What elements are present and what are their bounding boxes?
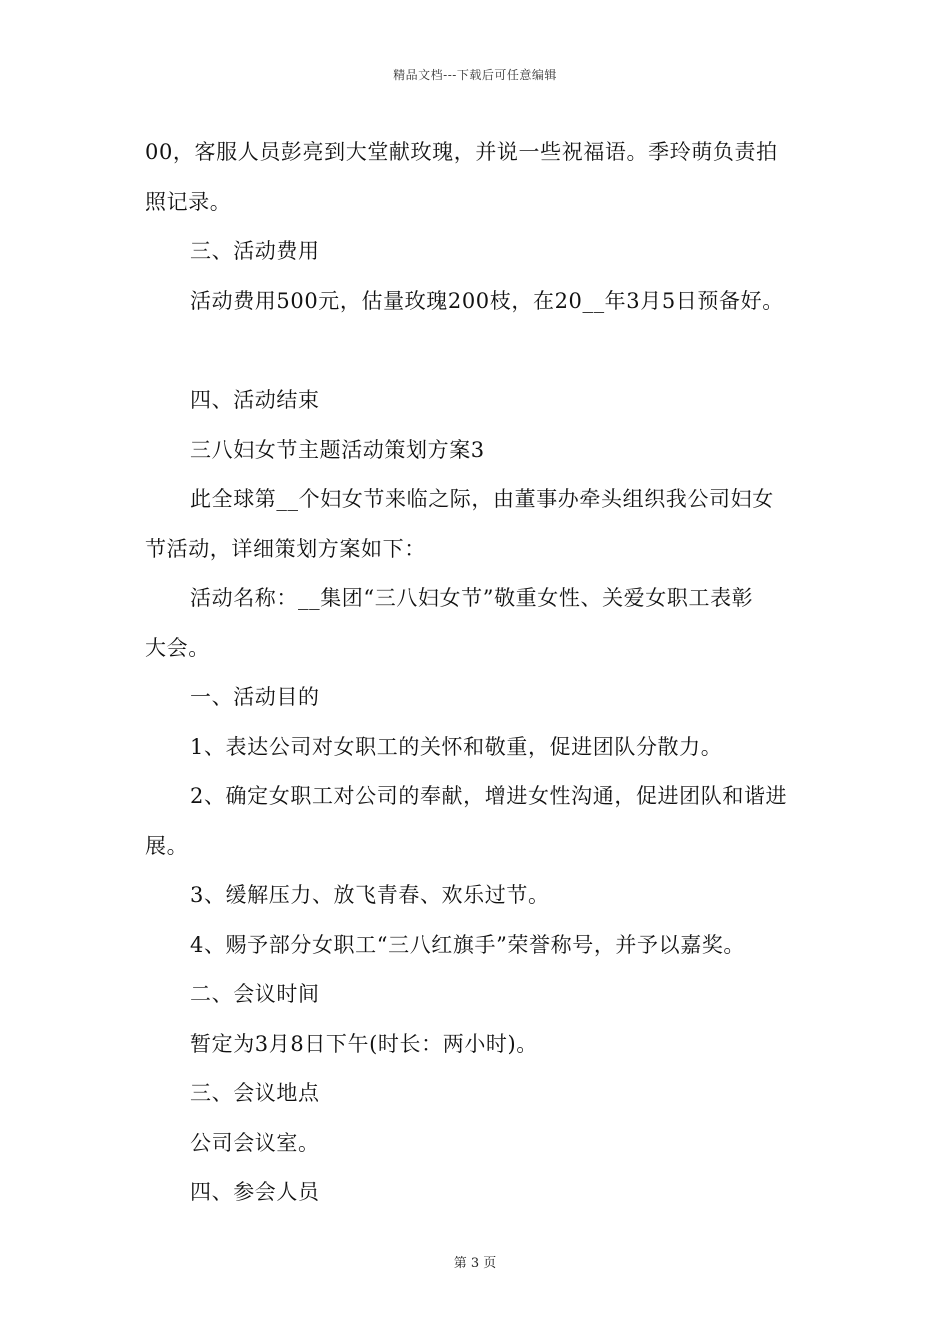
paragraph-gap <box>145 326 810 376</box>
section-heading: 三、会议地点 <box>190 1081 320 1105</box>
body-line: 00，客服人员彭亮到大堂献玫瑰，并说一些祝福语。季玲萌负责拍 <box>145 140 778 164</box>
section-heading: 二、会议时间 <box>190 982 320 1006</box>
document-body <box>145 128 810 1218</box>
section-heading: 一、活动目的 <box>190 685 320 709</box>
list-item-continuation: 展。 <box>145 833 189 858</box>
body-line: 暂定为3月8日下午(时长：两小时)。 <box>190 1031 538 1056</box>
document-subtitle: 三八妇女节主题活动策划方案3 <box>190 437 485 462</box>
list-item: 2、确定女职工对公司的奉献，增进女性沟通，促进团队和谐进 <box>190 784 788 808</box>
body-line: 活动费用500元，估量玫瑰200枝，在20__年3月5日预备好。 <box>190 288 784 313</box>
page-number: 第 3 页 <box>453 1256 497 1271</box>
section-heading: 四、活动结束 <box>190 388 320 412</box>
section-heading: 四、参会人员 <box>190 1180 320 1204</box>
body-line: 大会。 <box>145 635 210 660</box>
body-line: 活动名称：__集团“三八妇女节”敬重女性、关爱女职工表彰 <box>190 586 754 610</box>
list-item: 4、赐予部分女职工“三八红旗手”荣誉称号，并予以嘉奖。 <box>190 932 746 957</box>
list-item: 3、缓解压力、放飞青春、欢乐过节。 <box>190 883 550 907</box>
section-heading: 三、活动费用 <box>190 239 320 263</box>
body-line: 公司会议室。 <box>190 1130 320 1155</box>
page-header: 精品文档---下载后可任意编辑 <box>393 68 557 82</box>
body-line: 此全球第__个妇女节来临之际，由董事办牵头组织我公司妇女 <box>190 487 774 511</box>
body-line: 照记录。 <box>145 189 232 214</box>
body-line: 节活动，详细策划方案如下： <box>145 536 426 561</box>
list-item: 1、表达公司对女职工的关怀和敬重，促进团队分散力。 <box>190 734 723 759</box>
